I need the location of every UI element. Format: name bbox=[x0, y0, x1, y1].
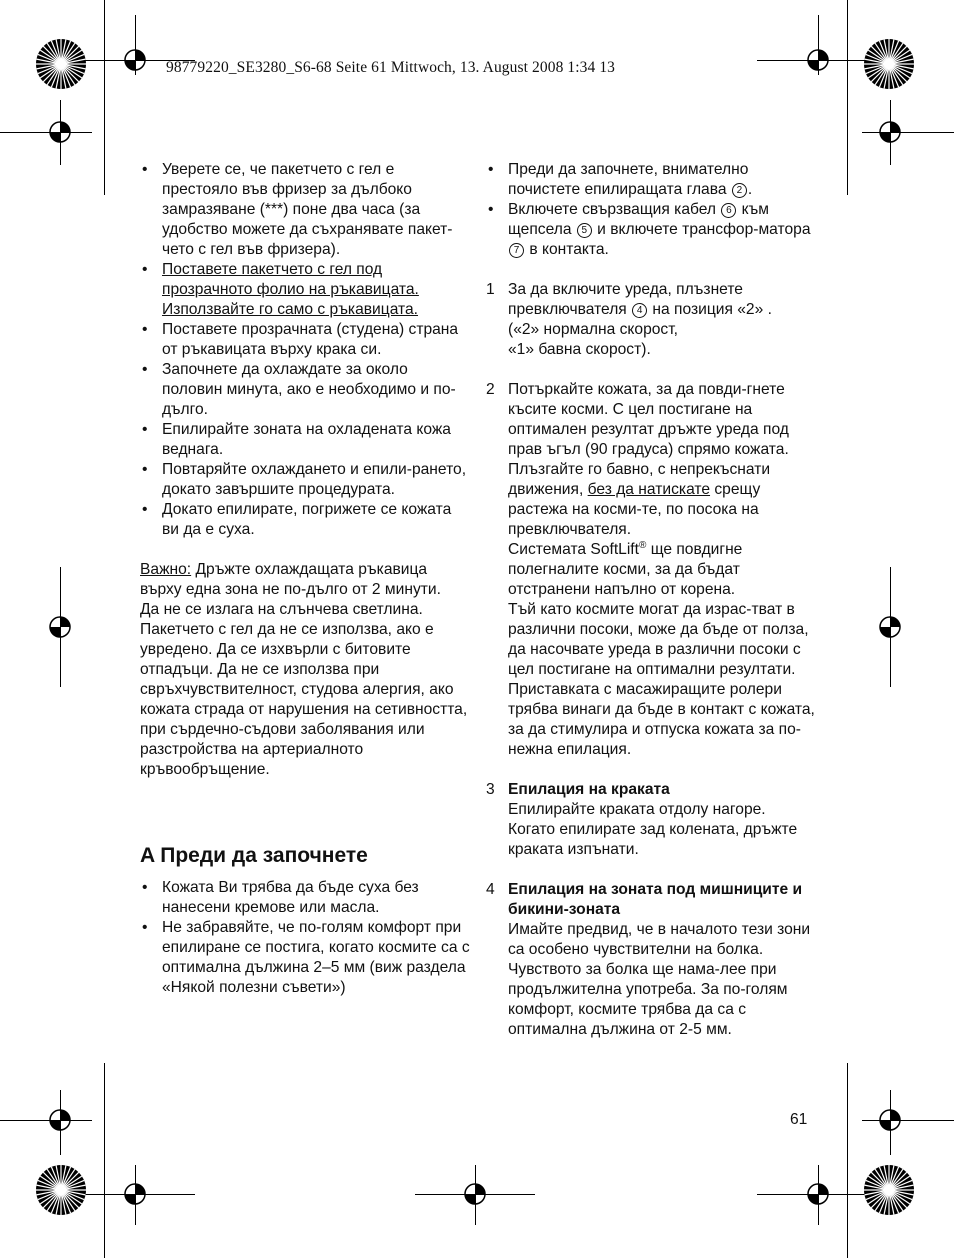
registration-crosshair-icon bbox=[120, 45, 150, 75]
gel-pack-instructions-list bbox=[140, 160, 470, 540]
registration-crosshair-icon bbox=[45, 612, 75, 642]
registration-crosshair-icon bbox=[120, 1179, 150, 1209]
setup-list bbox=[486, 160, 816, 260]
step-number: 2 bbox=[486, 381, 495, 398]
step-title: Епилация на краката bbox=[508, 781, 670, 798]
list-item: • Докато епилирате, погрижете се кожата ви да е суха. bbox=[140, 500, 470, 540]
list-item: • Епилирайте зоната на охладената кожа веднага. bbox=[140, 420, 470, 460]
registration-crosshair-icon bbox=[803, 45, 833, 75]
registration-crosshair-icon bbox=[875, 612, 905, 642]
trim-line bbox=[104, 0, 105, 195]
registration-starburst-icon bbox=[863, 1164, 915, 1216]
step-title: Епилация на зоната под мишниците и бикини-зоната bbox=[508, 881, 803, 918]
step-number: 4 bbox=[486, 881, 495, 898]
registration-crosshair-icon bbox=[875, 117, 905, 147]
callout-number: 5 bbox=[577, 223, 592, 238]
callout-number: 7 bbox=[509, 243, 524, 258]
list-item: • Повтаряйте охлаждането и епили-рането, докато завършите процедурата. bbox=[140, 460, 470, 500]
callout-number: 2 bbox=[732, 183, 747, 198]
underlined-text: без да натискате bbox=[587, 481, 711, 498]
step-1: 1 За да включите уреда, плъзнете превключвателя 4 на позиция «2» . («2» нормална скорост, «1» бавна скорост). bbox=[486, 281, 772, 358]
print-job-header: 98779220_SE3280_S6-68 Seite 61 Mittwoch, 13. August 2008 1:34 13 bbox=[166, 59, 616, 76]
list-item: • Уверете се, че пакетчето с гел е престояло във фризер за дълбоко замразяване (***) поне два часа (за удобство можете да съхранявате пакет-чето с гел във фризера). bbox=[140, 160, 470, 260]
step-number: 1 bbox=[486, 281, 495, 298]
important-label: Важно: bbox=[140, 561, 192, 578]
step-number: 3 bbox=[486, 781, 495, 798]
right-column bbox=[486, 160, 816, 1040]
list-item: • Преди да започнете, внимателно почистете епилиращата глава 2 . bbox=[486, 160, 816, 200]
registration-crosshair-icon bbox=[45, 1105, 75, 1135]
important-text: Дръжте охлаждащата ръкавица върху една зона не по-дълго от 2 минути. bbox=[140, 561, 441, 598]
registration-starburst-icon bbox=[863, 38, 915, 90]
trim-line bbox=[847, 1063, 848, 1258]
step-4: 4 Епилация на зоната под мишниците и бикини-зоната Имайте предвид, че в началото тези зони са особено чувствителни на болка. Чувството за болка ще нама-лее при продължителна употреба. За по-голям комфорт, космите трябва да са с оптимална дължина от 2-5 мм. bbox=[486, 880, 816, 1040]
safety-warnings: Да не се излага на слънчева светлина. Пакетчето с гел да не се използва, ако е увредено. Да се изхвърли с битовите отпадъци. Да не се използва при свръхчувствителност, студова алергия, ако кожата страда от нарушения на сетивността, при сърдечно-съдови заболявания или разстройства на артериалното кръвообръщение. bbox=[140, 601, 468, 778]
step-2: 2 Потъркайте кожата, за да повди-гнете късите косми. С цел постигане на оптимален резултат дръжте уреда под прав ъгъл (90 градуса) спрямо кожата. Плъзгайте го бавно, с непрекъснати движения, без да натискате срещу растежа на косми-те, по посока на превключвателя. Системата SoftLift® ще повдигне полегналите косми, за да бъдат отстранени напълно от корена. Тъй като космите могат да израс-тват в различни посоки, може да бъде от полза, да насочвате уреда в различни посоки с цел постигане на оптимални резултати. Приставката с масажиращите ролери трябва винаги да бъде в контакт с кожата, за да стимулира и отпуска кожата за по-нежна епилация. bbox=[486, 381, 815, 758]
callout-number: 6 bbox=[721, 203, 736, 218]
registration-crosshair-icon bbox=[875, 1105, 905, 1135]
list-item: • Започнете да охлаждате за около половин минута, ако е необходимо и по-дълго. bbox=[140, 360, 470, 420]
list-item: • Не забравяйте, че по-голям комфорт при епилиране се постига, когато космите са с оптимална дължина 2–5 мм (виж раздела «Някой полезни съвети») bbox=[140, 918, 470, 998]
underlined-text: Поставете пакетчето с гел под прозрачното фолио на ръкавицата. Използвайте го само с ръкавицата. bbox=[162, 261, 419, 318]
registration-crosshair-icon bbox=[803, 1179, 833, 1209]
list-item: • Поставете прозрачната (студена) страна от ръкавицата върху крака си. bbox=[140, 320, 470, 360]
important-note bbox=[140, 560, 470, 600]
list-item bbox=[140, 260, 470, 320]
trim-line bbox=[847, 0, 848, 195]
registration-crosshair-icon bbox=[45, 117, 75, 147]
step-3: 3 Епилация на краката Епилирайте краката отдолу нагоре. Когато епилирате зад колената, дръжте краката изпънати. bbox=[486, 780, 816, 860]
trim-line bbox=[104, 1063, 105, 1258]
registration-crosshair-icon bbox=[460, 1179, 490, 1209]
preparation-list bbox=[140, 878, 470, 998]
page-number: 61 bbox=[790, 1111, 808, 1128]
callout-number: 4 bbox=[632, 303, 647, 318]
section-heading: A Преди да започнете bbox=[140, 844, 368, 867]
registration-starburst-icon bbox=[35, 1164, 87, 1216]
list-item: • Кожата Ви трябва да бъде суха без нанесени кремове или масла. bbox=[140, 878, 470, 918]
list-item: • Включете свързващия кабел 6 към щепсела 5 и включете трансфор-матора 7 в контакта. bbox=[486, 200, 816, 260]
registration-starburst-icon bbox=[35, 38, 87, 90]
left-column bbox=[140, 160, 470, 998]
